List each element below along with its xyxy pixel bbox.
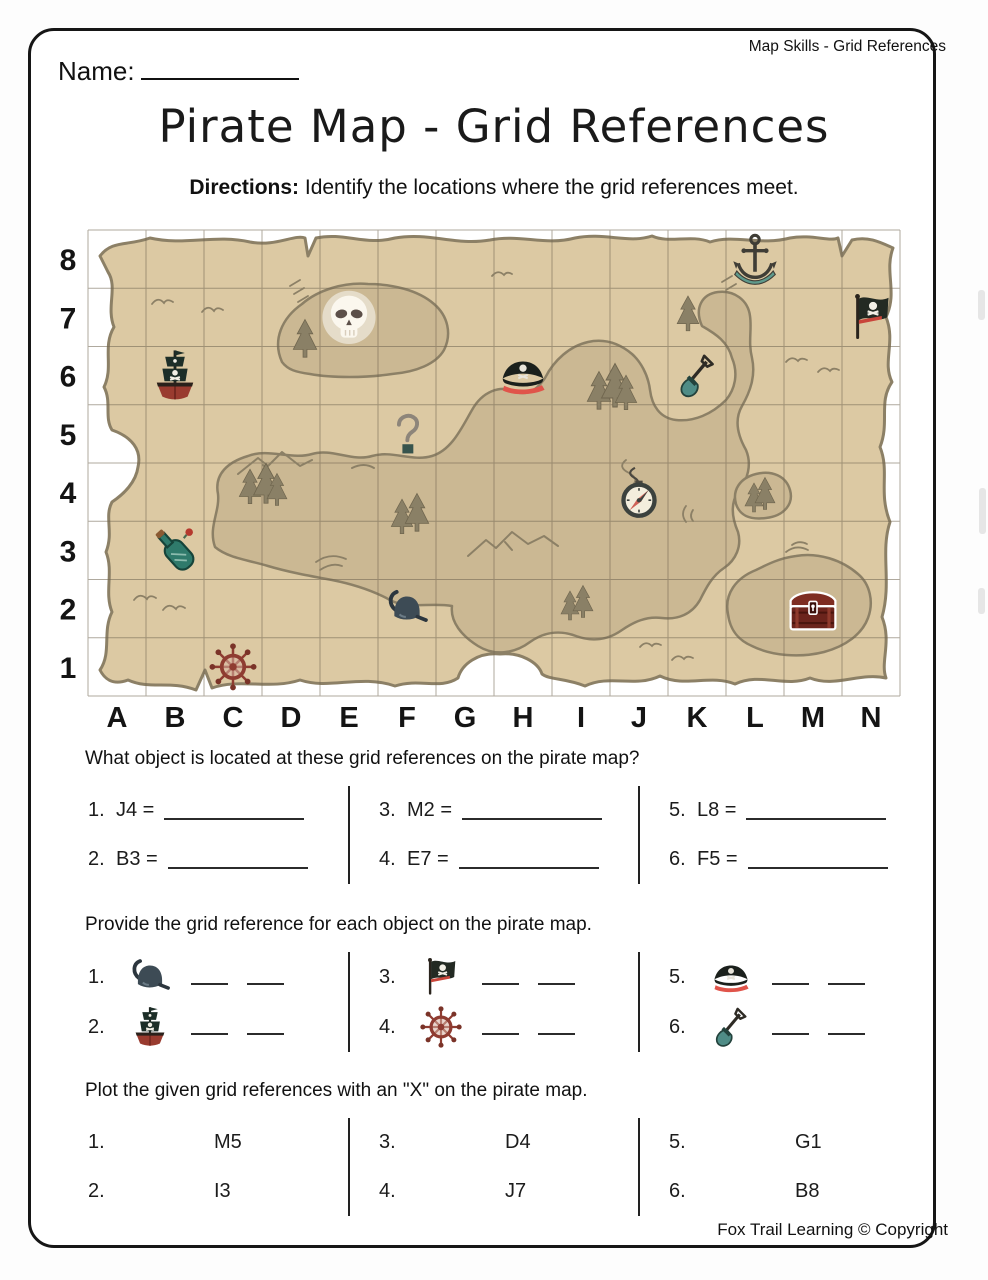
worksheet-topic-label: Map Skills - Grid References xyxy=(748,38,946,55)
section-column xyxy=(88,786,348,884)
grid-reference-value: J7 xyxy=(505,1180,527,1202)
column-answer-blank xyxy=(482,969,519,985)
col-label-L: L xyxy=(746,702,764,734)
item-number: 6. xyxy=(669,1015,686,1038)
row-label-8: 8 xyxy=(59,244,77,278)
answer-blank xyxy=(459,851,599,869)
answer-blank xyxy=(168,851,308,869)
section-column xyxy=(88,1118,348,1216)
ship-wheel-icon xyxy=(210,643,257,690)
question-item xyxy=(88,835,348,884)
col-label-C: C xyxy=(222,702,244,734)
answer-blank xyxy=(748,851,888,869)
item-number: 4. xyxy=(379,1180,396,1202)
item-number: 5. xyxy=(669,965,686,988)
col-label-H: H xyxy=(512,702,534,734)
question-item xyxy=(669,835,902,884)
pirate-hat-icon xyxy=(709,955,753,999)
section-column xyxy=(638,952,902,1052)
row-answer-blank xyxy=(538,969,575,985)
item-number: 4. xyxy=(379,848,396,870)
section-heading: What object is located at these grid references on the pirate map? xyxy=(85,748,640,769)
col-label-F: F xyxy=(398,702,416,734)
section-column xyxy=(88,952,348,1052)
row-label-7: 7 xyxy=(59,302,77,336)
name-label: Name: xyxy=(58,56,135,86)
question-item xyxy=(379,835,638,884)
section-items xyxy=(88,786,902,884)
grid-reference-label: F5 = xyxy=(697,848,738,870)
item-number: 2. xyxy=(88,1015,105,1038)
section-column xyxy=(638,1118,902,1216)
row-answer-blank xyxy=(828,1019,865,1035)
grid-reference-label: J4 = xyxy=(116,799,155,821)
grid-reference-label: M2 = xyxy=(407,799,453,821)
grid-reference-value: D4 xyxy=(505,1131,531,1153)
row-label-3: 3 xyxy=(59,535,77,569)
question-item xyxy=(379,952,638,1002)
question-item xyxy=(669,1118,902,1167)
item-number: 4. xyxy=(379,1015,396,1038)
row-labels xyxy=(60,244,77,685)
section-plot-references xyxy=(0,1080,988,1240)
row-answer-blank xyxy=(538,1019,575,1035)
question-item xyxy=(379,1167,638,1216)
directions-text: Identify the locations where the grid references meet. xyxy=(299,176,799,199)
question-item xyxy=(669,1167,902,1216)
col-label-K: K xyxy=(686,702,708,734)
question-item xyxy=(88,1002,348,1052)
item-number: 1. xyxy=(88,965,105,988)
column-answer-blank xyxy=(772,1019,809,1035)
question-item xyxy=(88,1118,348,1167)
item-number: 1. xyxy=(88,1131,105,1153)
item-number: 6. xyxy=(669,848,686,870)
row-label-1: 1 xyxy=(59,651,77,685)
grid-reference-label: B3 = xyxy=(116,848,158,870)
question-item xyxy=(379,1002,638,1052)
col-label-N: N xyxy=(860,702,882,734)
grid-reference-value: B8 xyxy=(795,1180,820,1202)
col-label-I: I xyxy=(576,702,586,734)
grid-reference-value: I3 xyxy=(214,1180,231,1202)
col-label-E: E xyxy=(339,702,359,734)
column-answer-blank xyxy=(191,1019,228,1035)
col-label-A: A xyxy=(106,702,128,734)
item-number: 5. xyxy=(669,799,686,821)
grid-reference-label: L8 = xyxy=(697,799,737,821)
row-label-5: 5 xyxy=(59,418,77,452)
section-identify-objects xyxy=(0,748,988,908)
column-answer-blank xyxy=(191,969,228,985)
row-label-4: 4 xyxy=(59,477,77,511)
question-item xyxy=(88,1167,348,1216)
name-row xyxy=(58,56,299,87)
item-number: 3. xyxy=(379,799,396,821)
item-number: 6. xyxy=(669,1180,686,1202)
section-items xyxy=(88,952,902,1052)
question-item xyxy=(88,786,348,835)
item-number: 2. xyxy=(88,1180,105,1202)
question-item xyxy=(379,1118,638,1167)
snorkel-icon xyxy=(128,955,172,999)
item-number: 3. xyxy=(379,1131,396,1153)
column-answer-blank xyxy=(772,969,809,985)
section-column xyxy=(348,786,638,884)
name-blank-line xyxy=(141,56,299,80)
col-label-B: B xyxy=(164,702,186,734)
question-item xyxy=(669,952,902,1002)
column-answer-blank xyxy=(482,1019,519,1035)
row-answer-blank xyxy=(828,969,865,985)
item-number: 3. xyxy=(379,965,396,988)
section-column xyxy=(348,952,638,1052)
answer-blank xyxy=(164,802,304,820)
page-title: Pirate Map - Grid References xyxy=(158,100,830,153)
section-column xyxy=(638,786,902,884)
skull-icon xyxy=(322,291,375,344)
pirate-ship-icon xyxy=(128,1005,172,1049)
section-heading: Provide the grid reference for each object on the pirate map. xyxy=(85,914,592,935)
row-answer-blank xyxy=(247,969,284,985)
answer-blank xyxy=(746,802,886,820)
col-label-G: G xyxy=(453,702,477,734)
row-label-2: 2 xyxy=(59,593,77,627)
row-label-6: 6 xyxy=(59,360,77,394)
directions-line xyxy=(0,176,988,200)
col-label-D: D xyxy=(280,702,302,734)
question-item xyxy=(669,1002,902,1052)
section-heading: Plot the given grid references with an "X" on the pirate map. xyxy=(85,1080,588,1101)
grid-reference-label: E7 = xyxy=(407,848,449,870)
answer-blank xyxy=(462,802,602,820)
col-label-J: J xyxy=(630,702,648,734)
column-labels xyxy=(107,702,882,734)
row-answer-blank xyxy=(247,1019,284,1035)
grid-reference-value: M5 xyxy=(214,1131,242,1153)
item-number: 2. xyxy=(88,848,105,870)
section-items xyxy=(88,1118,902,1216)
item-number: 5. xyxy=(669,1131,686,1153)
section-column xyxy=(348,1118,638,1216)
question-item xyxy=(88,952,348,1002)
treasure-chest-icon xyxy=(791,592,836,629)
grid-reference-value: G1 xyxy=(795,1131,822,1153)
ship-wheel-icon xyxy=(419,1005,463,1049)
shovel-icon xyxy=(709,1005,753,1049)
pirate-map-svg xyxy=(0,222,988,738)
pirate-flag-icon xyxy=(419,955,463,999)
col-label-M: M xyxy=(800,702,826,734)
question-item xyxy=(379,786,638,835)
question-item xyxy=(669,786,902,835)
directions-label: Directions: xyxy=(189,176,300,199)
pirate-map xyxy=(0,222,988,738)
copyright-credit: Fox Trail Learning © Copyright xyxy=(717,1220,948,1239)
section-provide-references xyxy=(0,914,988,1084)
item-number: 1. xyxy=(88,799,105,821)
